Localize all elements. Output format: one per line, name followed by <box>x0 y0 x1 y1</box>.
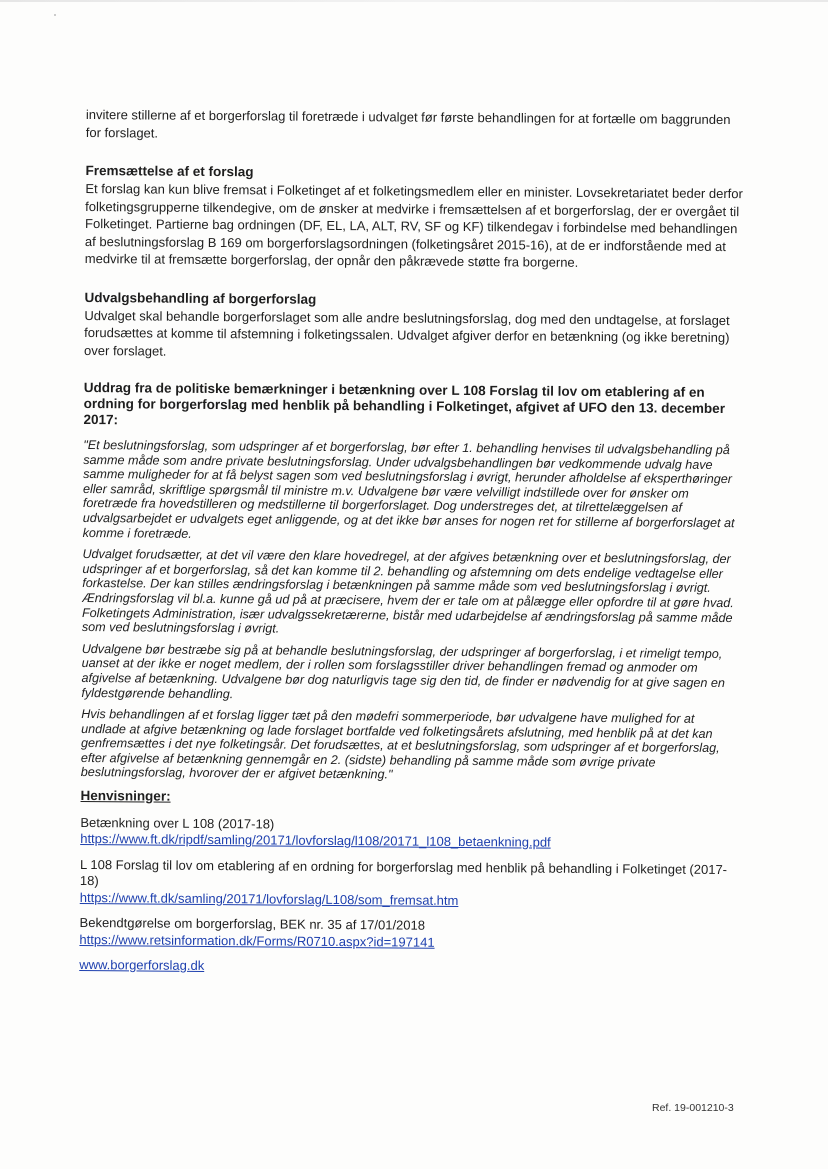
reference-text: L 108 Forslag til lov om etablering af en ordning for borgerforslag med henblik på behandling i Folketinget (2017-18) <box>79 856 728 889</box>
scan-speck <box>54 14 56 16</box>
document-reference-number: Ref. 19-001210-3 <box>652 1102 734 1114</box>
scan-edge <box>0 0 828 2</box>
reference-text: Bekendtgørelse om borgerforslag, BEK nr. 35 af 17/01/2018 <box>79 915 426 933</box>
section-fremsaettelse <box>85 162 746 273</box>
excerpt-block <box>81 380 744 785</box>
section-body: Udvalget skal behandle borgerforslaget som alle andre beslutningsforslag, dog med den undtagelse, at forslaget forudsættes at komme til afstemning i folketingssalen. Udvalget afgiver derfor en betænkning (og ikke beretning) over forslaget. <box>84 307 730 359</box>
section-title: Udvalgsbehandling af borgerforslag <box>84 289 317 307</box>
section-title: Fremsættelse af et forslag <box>85 162 254 180</box>
intro-paragraph: invitere stillerne af et borgerforslag til foretræde i udvalget før første behandlingen for at fortælle om baggrunden for forslaget. <box>85 106 731 141</box>
quote-paragraph: "Et beslutningsforslag, som udspringer af et borgerforslag, bør efter 1. behandling henvises til udvalgsbehandling på samme måde som andre private beslutningsforslag. Under udvalgsbehandlingen bør vedkommende udvalg have samme muligheder for at få belyst sagen som ved beslutningsforslag i øvrigt, herunder afholdelse af eksperthøringer eller samråd, skriftlige spørgsmål til ministre m.v. Udvalgene bør være velvilligt indstillede over for ønsker om foretræde fra hovedstilleren og medstillerne til borgerforslaget. Dog understreges det, at tilrettelæggelsen af udvalgsarbejdet er udvalgets eget anliggende, og at det ikke bør anses for nogen ret for stillerne af borgerforslaget at komme i foretræde. <box>82 437 735 541</box>
references-heading: Henvisninger: <box>80 788 171 804</box>
excerpt-heading: Uddrag fra de politiske bemærkninger i betænkning over L 108 Forslag til lov om etablering af en ordning for borgerforslag med henblik på behandling i Folketinget, afgivet af UFO den 13. december 2017: <box>83 379 726 428</box>
document-body <box>79 106 746 988</box>
excerpt-quote <box>81 438 744 785</box>
reference-text: Betænkning over L 108 (2017-18) <box>80 814 275 832</box>
quote-paragraph: Udvalgene bør bestræbe sig på at behandle beslutningsforslag, der udspringer af borgerforslag, i et rimeligt tempo, uanset at der ikke er noget medlem, der i rollen som forslagsstiller driver behandlingen fremad og anmoder om afgivelse af betænkning. Udvalgene bør dog naturligvis tage sig den tid, de finder er nødvendig for at give sagen en fyldestgørende behandling. <box>81 641 725 701</box>
reference-item <box>79 915 739 953</box>
reference-item <box>80 815 740 853</box>
reference-link[interactable]: www.borgerforslag.dk <box>79 957 205 974</box>
quote-paragraph: Hvis behandlingen af et forslag ligger tæt på den mødefri sommerperiode, bør udvalgene have mulighed for at undlade at afgive betænkning og lade forslaget bortfalde ved folketingsårets afslutning, med henblik på at det kan genfremsættes i det nye folketingsår. Det forudsættes, at et beslutningsforslag, som udspringer af et borgerforslag, efter afgivelse af betænkning gennemgår en 2. (sidste) behandling på samme måde som øvrige private beslutningsforslag, hvorover der er afgivet betænkning." <box>80 707 720 782</box>
reference-link[interactable]: https://www.ft.dk/samling/20171/lovforslag/L108/som_fremsat.htm <box>79 889 459 908</box>
quote-paragraph: Udvalget forudsætter, at det vil være den klare hovedregel, at der afgives betænkning over et beslutningsforslag, der udspringer af et borgerforslag, så det kan komme til 2. behandling og afstemning om dets endelige vedtagelse eller forkastelse. Der kan stilles ændringsforslag i betænkningen på samme måde som ved beslutningsforslag i øvrigt. Ændringsforslag vil bl.a. kunne gå ud på at præcisere, hvem der er tale om at pålægge eller opfordre til at gøre hvad. Folketingets Administration, især udvalgssekretærerne, bistår med udarbejdelse af ændringsforslag på samme måde som ved beslutningsforslag i øvrigt. <box>81 547 734 636</box>
section-udvalgsbehandling <box>84 288 745 364</box>
section-body: Et forslag kan kun blive fremsat i Folketinget af et folketingsmedlem eller en minister. Lovsekretariatet beder derfor folketingsgrupperne tilkendegive, om de ønsker at medvirke i fremsættelsen af et borgerforslag, der er overgået til Folketinget. Partierne bag ordningen (DF, EL, LA, ALT, RV, SF og KF) tilkendegav i forbindelse med behandlingen af beslutningsforslag B 169 om borgerforslagsordningen (folketingsåret 2015-16), at de er indforstående med at medvirke til at fremsætte borgerforslag, der opnår den påkrævede støtte fra borgerne. <box>84 180 743 270</box>
reference-link[interactable]: https://www.retsinformation.dk/Forms/R0710.aspx?id=197141 <box>79 931 435 950</box>
reference-item <box>79 957 739 979</box>
references-block <box>79 787 740 979</box>
reference-link[interactable]: https://www.ft.dk/ripdf/samling/20171/lovforslag/l108/20171_l108_betaenkning.pdf <box>80 831 551 850</box>
reference-item <box>80 857 740 912</box>
